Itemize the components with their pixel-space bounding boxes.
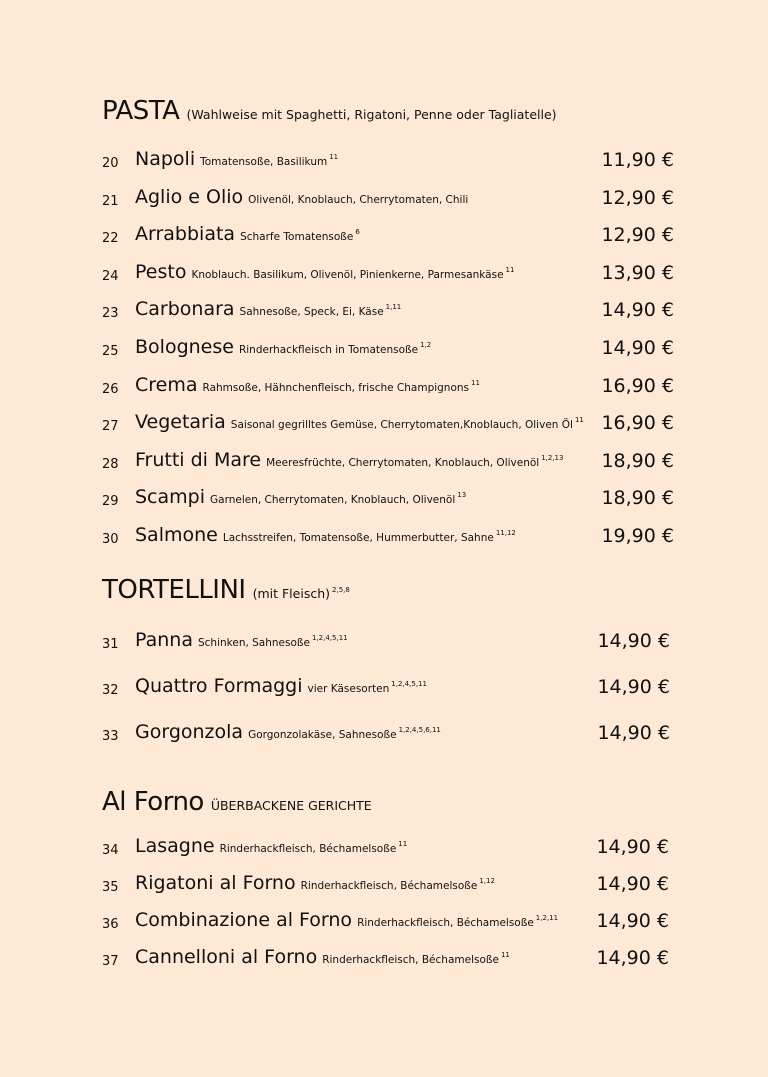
allergen-codes: 1,11 [385,303,402,312]
item-name: Bolognese [135,336,234,358]
item-description [266,454,563,469]
menu-item [0,524,768,554]
item-name: Crema [135,373,198,396]
item-price: 14,90 € [596,836,669,858]
item-number: 32 [102,683,119,698]
item-description-text: Knoblauch. Basilikum, Olivenöl, Pinienkerne, Parmesankäse [191,268,504,281]
item-description [301,877,495,892]
item-text [135,449,563,471]
item-number: 23 [102,306,119,322]
item-price: 12,90 € [601,224,674,247]
allergen-codes: 1,2,4,5,11 [391,680,427,688]
menu-item [0,909,768,939]
item-description-text: Garnelen, Cherrytomaten, Knoblauch, Olivenöl [210,494,456,507]
item-description-text: Meeresfrüchte, Cherrytomaten, Knoblauch, Olivenöl [266,456,540,469]
item-name: Napoli [135,148,196,170]
section-title-alforno [102,787,372,817]
item-price: 13,90 € [601,261,674,284]
item-description-text: Lachsstreifen, Tomatensoße, Hummerbutter, Sahne [222,532,494,544]
item-name: Gorgonzola [135,721,244,743]
menu-item [0,298,768,328]
item-text [135,336,431,358]
item-number: 35 [102,880,119,895]
item-price: 14,90 € [601,299,674,322]
item-description-text: Sahnesoße, Speck, Ei, Käse [239,306,384,319]
item-description [248,726,441,741]
item-name: Quattro Formaggi [135,675,303,697]
item-text [135,223,360,245]
allergen-codes: 1,2,11 [535,914,559,922]
item-description-text: Olivenöl, Knoblauch, Cherrytomaten, Chili [248,193,469,206]
item-name: Lasagne [135,835,215,857]
item-text [135,486,466,508]
item-name: Panna [135,629,193,651]
item-description-text: Rinderhackfleisch, Béchamelsoße [357,917,534,929]
allergen-codes: 11 [471,378,480,387]
item-description [191,266,514,281]
item-number: 36 [102,917,119,932]
item-price: 14,90 € [596,947,669,969]
item-text [135,524,516,546]
menu-item [0,411,768,441]
menu-item [0,946,768,976]
section-name: PASTA [102,96,180,126]
item-text [135,721,441,743]
item-text [135,374,480,396]
section-title-pasta [102,96,557,126]
item-description [210,491,466,506]
item-number: 24 [102,268,119,284]
allergen-codes: 1,2,4,5,11 [311,634,348,642]
item-description [220,840,408,855]
item-description-text: Schinken, Sahnesoße [197,637,310,649]
menu-item [0,629,768,659]
menu-item [0,486,768,516]
item-description-text: Rinderhackfleisch in Tomatensoße [238,344,419,356]
menu-item [0,835,768,865]
item-number: 20 [102,156,119,171]
item-description [240,228,360,243]
allergen-codes: 13 [457,491,467,500]
item-description [239,341,431,356]
item-number: 26 [102,381,119,397]
menu-item [0,374,768,404]
section-title-tortellini [102,575,350,605]
item-text [135,872,495,894]
allergen-codes: 11 [398,840,408,848]
item-description-text: Tomatensoße, Basilikum [200,156,328,168]
item-name: Cannelloni al Forno [135,946,318,968]
item-number: 30 [102,532,119,547]
item-number: 31 [102,637,119,652]
item-description [203,379,480,394]
allergen-codes: 11,12 [495,529,516,537]
item-description-text: Rinderhackfleisch, Béchamelsoße [322,954,499,966]
item-number: 28 [102,456,119,472]
item-description-text: Gorgonzolakäse, Sahnesoße [248,729,397,741]
menu-item [0,675,768,705]
item-price: 14,90 € [601,337,674,359]
section-name: TORTELLINI [102,575,246,605]
item-number: 22 [102,231,119,247]
menu-item [0,261,768,291]
item-text [135,835,407,857]
menu-item [0,449,768,479]
section-subtitle: (Wahlweise mit Spaghetti, Rigatoni, Penne oder Tagliatelle) [186,107,557,122]
item-description [223,529,516,544]
item-name: Pesto [135,260,187,283]
item-number: 21 [102,193,119,209]
menu-item [0,223,768,253]
item-text [135,261,514,283]
item-name: Frutti di Mare [135,448,262,471]
item-price: 11,90 € [601,149,674,171]
item-description [198,634,348,649]
item-description [308,680,427,695]
item-price: 19,90 € [601,525,674,547]
allergen-codes: 1,2 [420,341,432,349]
menu-item [0,186,768,216]
item-description-text: Scharfe Tomatensoße [240,231,354,244]
item-name: Arrabbiata [135,223,236,246]
item-number: 34 [102,843,119,858]
item-text [135,298,401,320]
menu-item [0,721,768,751]
item-price: 14,90 € [596,873,669,895]
item-text [135,148,338,170]
item-description [200,153,338,168]
section-name: Al Forno [102,787,204,817]
item-description [240,303,402,318]
item-text [135,946,510,968]
section-subtitle [253,586,350,601]
item-description [248,191,470,206]
allergen-codes: 6 [355,228,360,237]
item-price: 12,90 € [601,186,674,209]
item-description-text: Rinderhackfleisch, Béchamelsoße [300,880,478,892]
item-name: Rigatoni al Forno [135,872,296,894]
section-subtitle-text: (mit Fleisch) [252,586,331,601]
item-name: Vegetaria [135,411,226,434]
item-name: Salmone [135,524,218,546]
allergen-codes: 11 [329,153,339,161]
item-name: Scampi [135,486,205,509]
item-description [357,914,558,929]
item-text [135,186,470,208]
item-price: 14,90 € [596,910,669,932]
menu-item [0,872,768,902]
item-text [135,675,427,697]
allergen-codes: 11 [505,265,515,274]
item-description-text: vier Käsesorten [307,683,390,695]
allergen-codes: 11 [574,416,584,425]
allergen-codes: 11 [500,951,510,959]
menu-item [0,336,768,366]
item-description [322,951,510,966]
item-price: 14,90 € [597,630,670,652]
item-text [135,411,584,433]
allergen-codes: 1,2,4,5,6,11 [398,726,441,734]
item-price: 14,90 € [597,722,670,744]
allergen-codes: 1,2,13 [541,453,564,462]
item-name: Carbonara [135,298,235,321]
allergen-codes: 2,5,8 [332,586,350,594]
item-name: Combinazione al Forno [135,909,353,931]
item-description-text: Rinderhackfleisch, Béchamelsoße [219,843,397,855]
item-number: 25 [102,344,119,359]
item-description-text: Rahmsoße, Hähnchenfleisch, frische Champignons [202,381,470,394]
item-text [135,629,348,651]
item-number: 29 [102,494,119,510]
item-number: 37 [102,954,119,969]
item-description-text: Saisonal gegrilltes Gemüse, Cherrytomaten,Knoblauch, Oliven Öl [230,419,573,432]
item-price: 16,90 € [601,412,674,435]
item-number: 33 [102,729,119,744]
item-name: Aglio e Olio [135,185,244,208]
item-price: 16,90 € [601,374,674,397]
menu-item [0,148,768,178]
item-price: 14,90 € [597,676,670,698]
item-price: 18,90 € [601,487,674,510]
item-price: 18,90 € [601,449,674,472]
section-subtitle: ÜBERBACKENE GERICHTE [210,798,372,813]
item-number: 27 [102,419,119,435]
allergen-codes: 1,12 [479,877,495,885]
item-text [135,909,558,931]
item-description [231,416,584,431]
